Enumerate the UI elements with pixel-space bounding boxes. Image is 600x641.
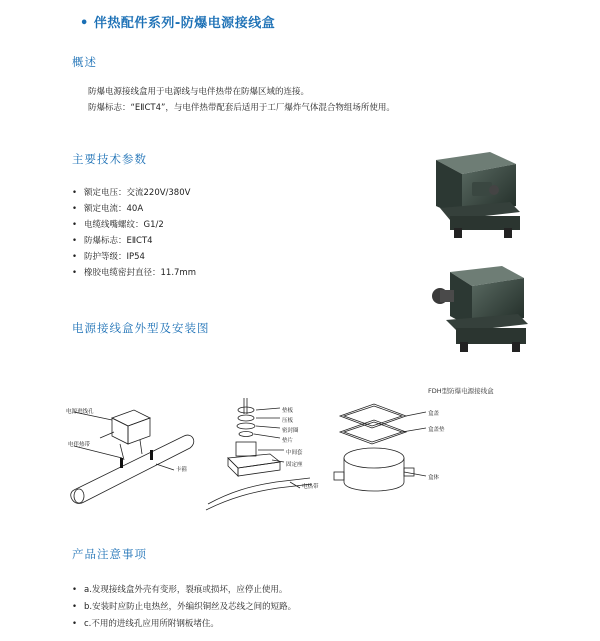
- install-figure-box: [330, 398, 440, 508]
- install-figure-cable: [64, 398, 214, 518]
- photo-caption: FDH型防爆电源接线盒: [428, 387, 494, 395]
- note-item: • c.不用的进线孔应用所附钢板堵住。: [72, 619, 219, 629]
- spec-item: • 额定电压：交流220V/380V: [72, 188, 191, 198]
- overview-heading: 概述: [72, 55, 97, 69]
- specs-list: [72, 186, 196, 282]
- note-item: • a.发现接线盒外壳有变形，裂痕或损坏，应停止使用。: [72, 585, 288, 595]
- spec-item: • 防护等级：IP54: [72, 252, 145, 262]
- specs-heading: 主要技术参数: [72, 152, 147, 166]
- label-press-plate: 压板: [282, 418, 294, 424]
- junction-box-photo-2: [420, 262, 530, 362]
- label-clamp: 卡箍: [176, 467, 188, 473]
- install-heading: 电源接线盒外型及安装图: [72, 321, 210, 335]
- spec-item: • 电缆线嘴螺纹：G1/2: [72, 220, 164, 230]
- label-washer: 垫片: [282, 438, 294, 444]
- label-box-lid: 盒盖: [428, 411, 440, 417]
- spec-item: • 橡胶电缆密封直径：11.7mm: [72, 268, 196, 278]
- label-heat-cable: 电伴热带: [68, 442, 91, 448]
- label-box-body: 盒体: [428, 475, 440, 481]
- notes-heading: 产品注意事项: [72, 547, 147, 561]
- spec-item: • 防爆标志：EⅡCT4: [72, 236, 153, 246]
- overview-line: 防爆标志：“EⅡCT4”，与电伴热带配套后适用于工厂爆炸气体混合物组场所使用。: [88, 103, 395, 113]
- notes-list: [72, 583, 296, 634]
- label-seal-ring: 密封圈: [282, 428, 299, 434]
- label-power-inlet: 电源进线孔: [66, 409, 94, 415]
- label-fixed-base: 固定座: [286, 462, 303, 468]
- spec-item: • 额定电流：40A: [72, 204, 144, 214]
- overview-text: [88, 84, 395, 116]
- label-middle-sleeve: 中间套: [286, 450, 303, 456]
- page-title: • 伴热配件系列-防爆电源接线盒: [80, 16, 276, 31]
- note-item: • b.安装时应防止电热丝，外编织铜丝及芯线之间的短路。: [72, 602, 297, 612]
- overview-line: 防爆电源接线盒用于电源线与电伴热带在防爆区域的连接。: [88, 87, 310, 97]
- label-lid-gasket: 盒盖垫: [428, 427, 445, 433]
- label-heating-tape: 电热带: [302, 484, 319, 490]
- junction-box-photo-1: [420, 148, 530, 248]
- label-pad-plate: 垫板: [282, 408, 294, 414]
- install-figure-gland: [200, 396, 330, 516]
